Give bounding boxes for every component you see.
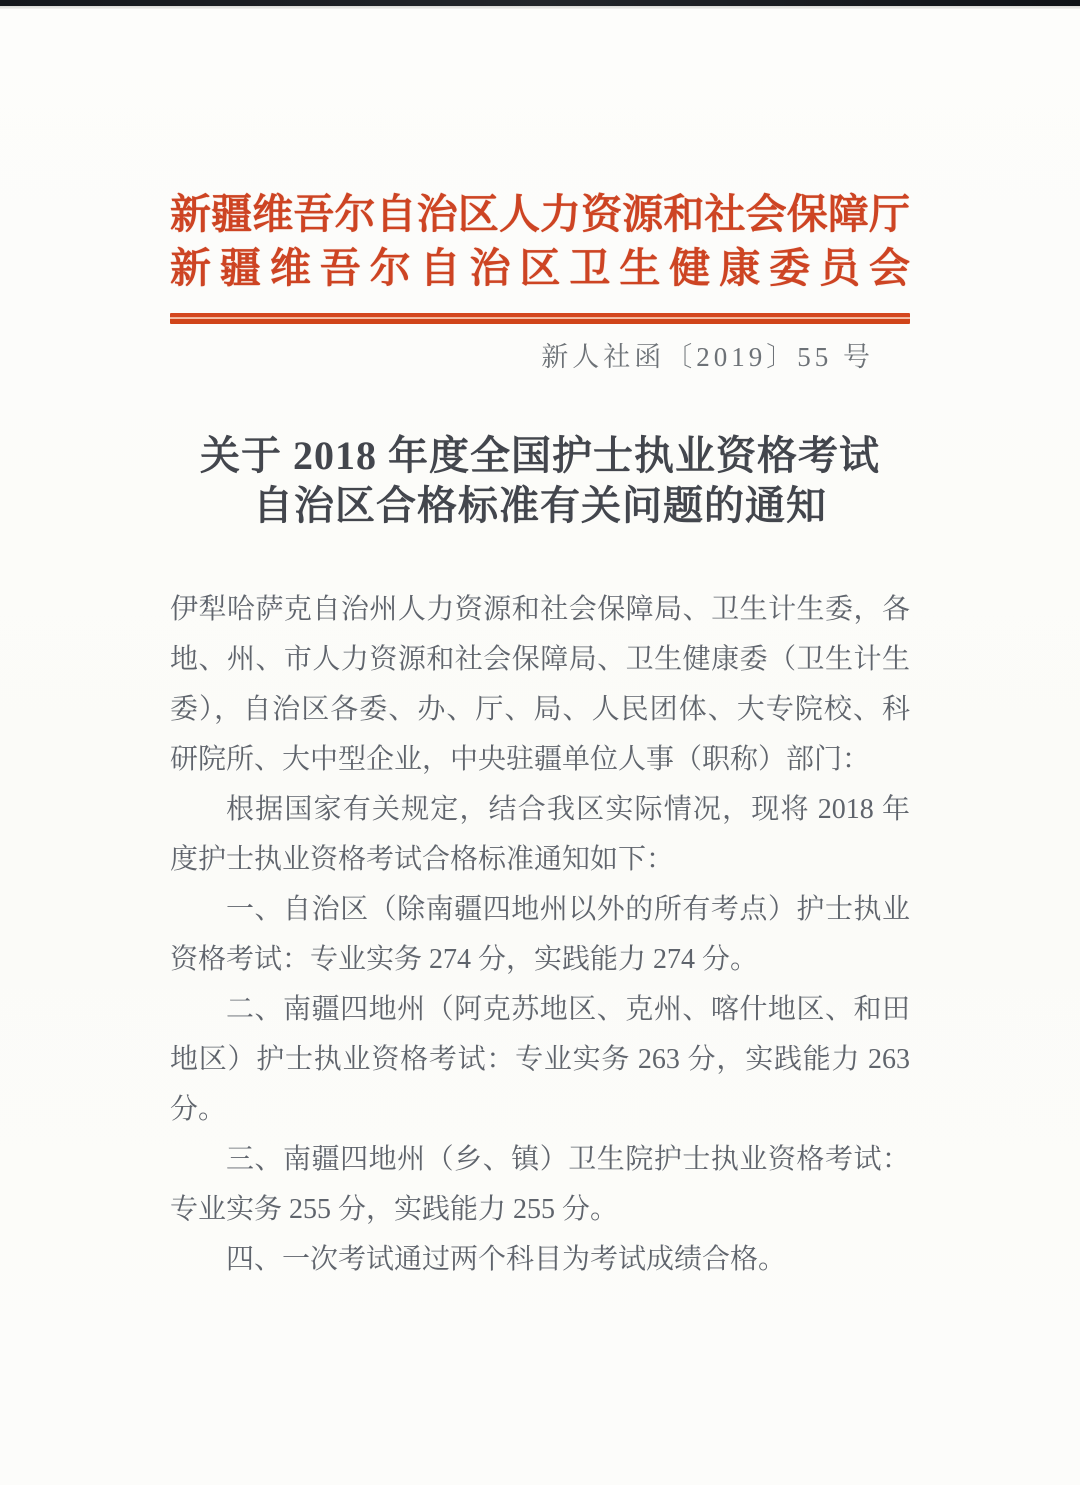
body-paragraph-item-4: 四、一次考试通过两个科目为考试成绩合格。 xyxy=(226,1244,787,1275)
body-paragraph-intro: 根据国家有关规定，结合我区实际情况，现将 2018 年度护士执业资格考试合格标准通知如下： xyxy=(170,794,910,875)
org-name-line-1: 新疆维吾尔自治区人力资源和社会保障厅 xyxy=(170,191,910,237)
document-body xyxy=(170,585,910,1285)
body-paragraph-addressees: 伊犁哈萨克自治州人力资源和社会保障局、卫生计生委，各地、州、市人力资源和社会保障局、卫生健康委（卫生计生委），自治区各委、办、厅、局、人民团体、大专院校、科研院所、大中型企业，中央驻疆单位人事（职称）部门： xyxy=(170,594,910,775)
org-name-line-2: 新疆维吾尔自治区卫生健康委员会 xyxy=(170,245,910,291)
document-number: 新人社函〔2019〕55 号 xyxy=(541,342,874,372)
document-title xyxy=(170,431,910,531)
scanner-edge-shadow xyxy=(0,6,1080,9)
body-paragraph-item-1: 一、自治区（除南疆四地州以外的所有考点）护士执业资格考试：专业实务 274 分，实践能力 274 分。 xyxy=(170,894,910,975)
document-content xyxy=(170,187,910,1285)
document-title-line-1: 关于 2018 年度全国护士执业资格考试 xyxy=(200,433,880,478)
document-title-line-2: 自治区合格标准有关问题的通知 xyxy=(253,483,827,528)
letterhead xyxy=(170,187,910,324)
letterhead-divider-line xyxy=(170,313,910,324)
body-paragraph-item-3: 三、南疆四地州（乡、镇）卫生院护士执业资格考试：专业实务 255 分，实践能力 255 分。 xyxy=(170,1144,910,1225)
body-paragraph-item-2: 二、南疆四地州（阿克苏地区、克州、喀什地区、和田地区）护士执业资格考试：专业实务 263 分，实践能力 263 分。 xyxy=(170,994,910,1125)
